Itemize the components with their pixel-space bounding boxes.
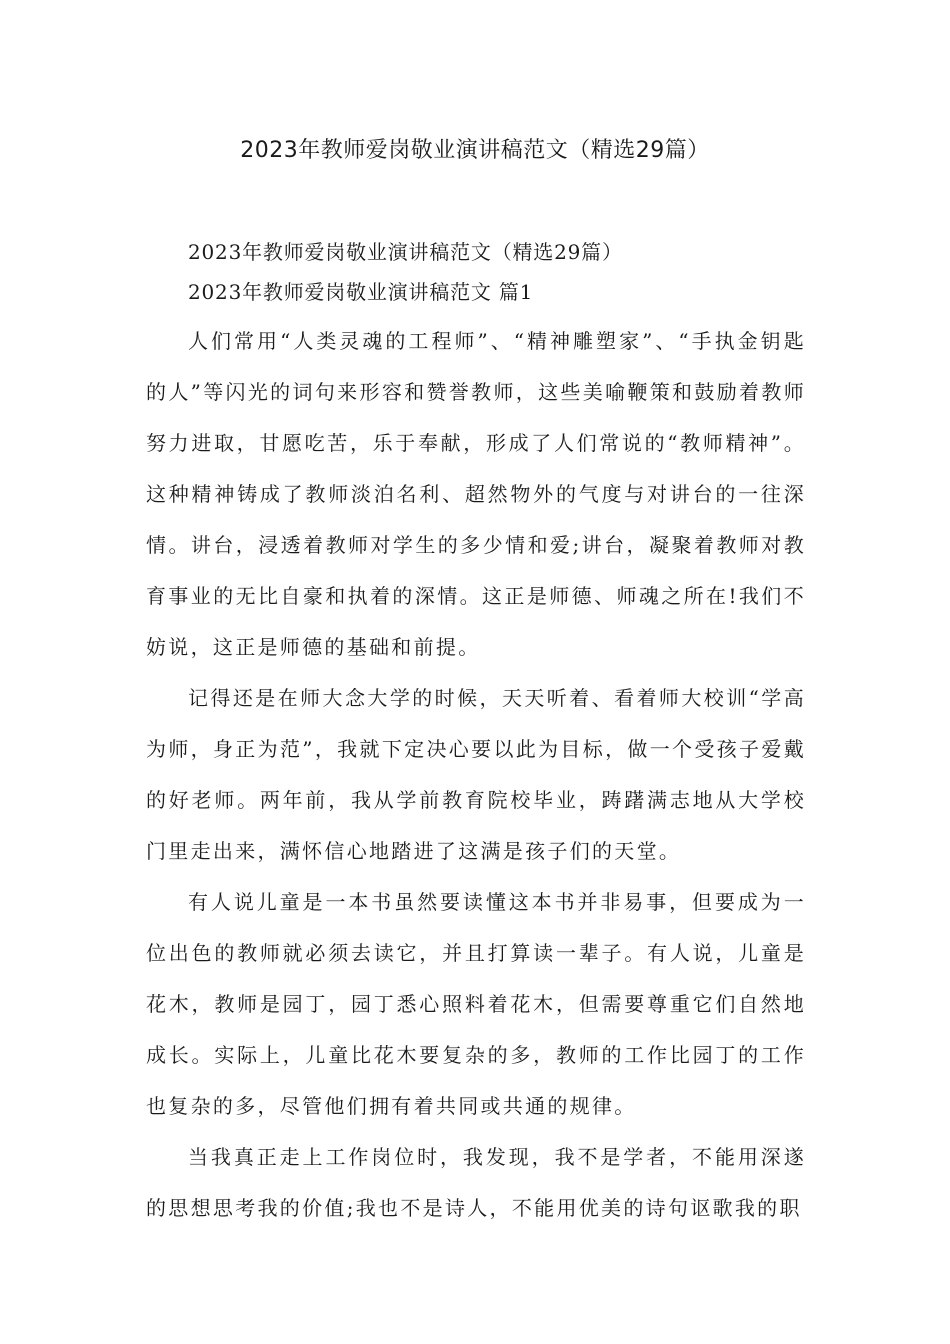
paragraph: 记得还是在师大念大学的时候，天天听着、看着师大校训“学高为师，身正为范”，我就下定决心要以此为目标，做一个受孩子爱戴的好老师。两年前，我从学前教育院校毕业，踌躇满志地从大学校门里走出来，满怀信心地踏进了这满是孩子们的天堂。 [146,686,806,863]
paragraph: 有人说儿童是一本书虽然要读懂这本书并非易事，但要成为一位出色的教师就必须去读它，并且打算读一辈子。有人说，儿童是花木，教师是园丁，园丁悉心照料着花木，但需要尊重它们自然地成长。实际上，儿童比花木要复杂的多，教师的工作比园丁的工作也复杂的多，尽管他们拥有着共同或共通的规律。 [146,890,806,1118]
document-subtitle: 2023年教师爱岗敬业演讲稿范文（精选29篇） [188,240,623,264]
paragraph: 当我真正走上工作岗位时，我发现，我不是学者，不能用深遂的思想思考我的价值;我也不是诗人，不能用优美的诗句讴歌我的职 [146,1145,806,1220]
document-body [146,231,806,1234]
section-heading: 2023年教师爱岗敬业演讲稿范文 篇1 [188,280,534,304]
paragraph: 人们常用“人类灵魂的工程师”、“精神雕塑家”、“手执金钥匙的人”等闪光的词句来形容和赞誉教师，这些美喻鞭策和鼓励着教师努力进取，甘愿吃苦，乐于奉献，形成了人们常说的“教师精神”。这种精神铸成了教师淡泊名利、超然物外的气度与对讲台的一往深情。讲台，浸透着教师对学生的多少情和爱;讲台，凝聚着教师对教育事业的无比自豪和执着的深情。这正是师德、师魂之所在!我们不妨说，这正是师德的基础和前提。 [146,329,806,659]
page-title: 2023年教师爱岗敬业演讲稿范文（精选29篇） [240,138,710,163]
